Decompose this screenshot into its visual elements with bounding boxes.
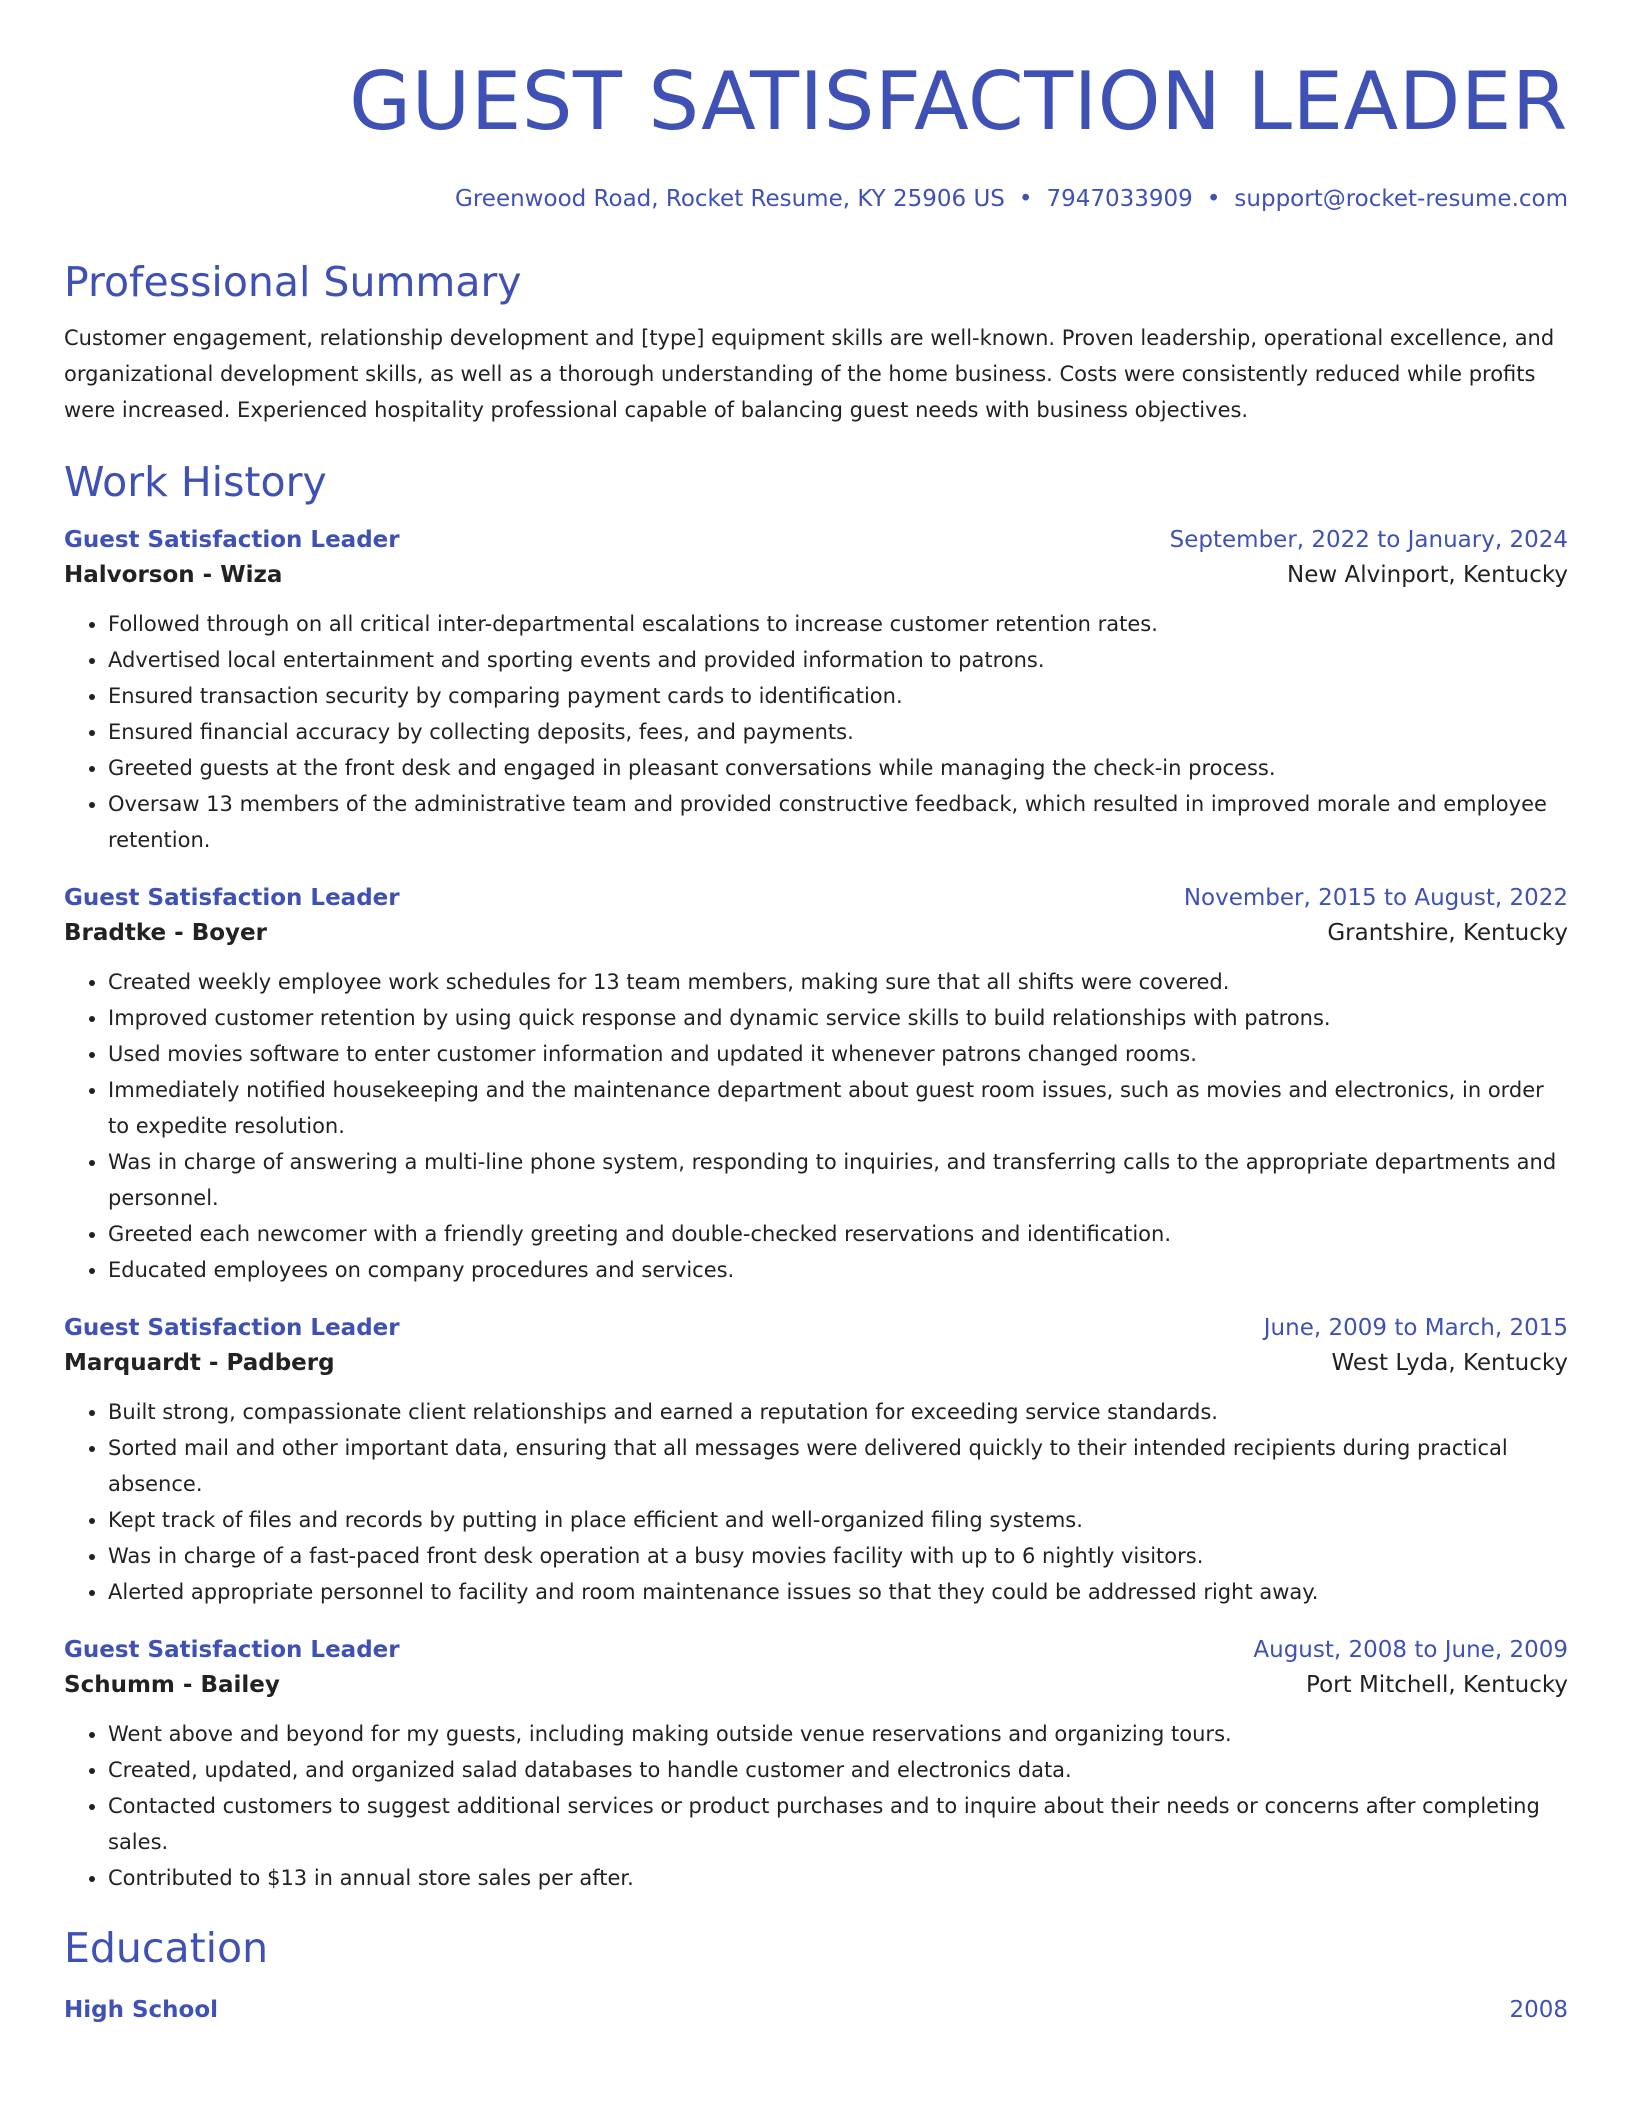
job-role: Guest Satisfaction Leader xyxy=(64,885,400,911)
job-location: New Alvinport, Kentucky xyxy=(1287,562,1568,588)
job-bullet: • Sorted mail and other important data, ensuring that all messages were delivered quickly to their intended recipients during practical absence. xyxy=(108,1430,1568,1502)
job-dates: September, 2022 to January, 2024 xyxy=(1169,527,1568,553)
job-role: Guest Satisfaction Leader xyxy=(64,1637,400,1663)
education-year: 2008 xyxy=(1509,1997,1568,2023)
job-bullets xyxy=(64,1716,1568,1896)
job-bullet: • Created, updated, and organized salad databases to handle customer and electronics data. xyxy=(108,1752,1568,1788)
job-dates: November, 2015 to August, 2022 xyxy=(1183,885,1568,911)
job-bullet: • Built strong, compassionate client relationships and earned a reputation for exceeding service standards. xyxy=(108,1394,1568,1430)
job-location: Port Mitchell, Kentucky xyxy=(1306,1672,1568,1698)
job-bullet: • Oversaw 13 members of the administrative team and provided constructive feedback, which resulted in improved morale and employee retention. xyxy=(108,786,1568,858)
job-role: Guest Satisfaction Leader xyxy=(64,1315,400,1341)
work-history-heading: Work History xyxy=(64,458,327,506)
job-bullet: • Contributed to $13 in annual store sales per after. xyxy=(108,1860,1568,1896)
job-bullet: • Used movies software to enter customer information and updated it whenever patrons changed rooms. xyxy=(108,1036,1568,1072)
job-company: Bradtke - Boyer xyxy=(64,920,267,946)
job-bullet: • Improved customer retention by using quick response and dynamic service skills to build relationships with patrons. xyxy=(108,1000,1568,1036)
education-degree: High School xyxy=(64,1997,219,2023)
job-company: Halvorson - Wiza xyxy=(64,562,283,588)
job-dates: June, 2009 to March, 2015 xyxy=(1263,1315,1568,1341)
job-bullet: • Was in charge of a fast-paced front desk operation at a busy movies facility with up to 6 nightly visitors. xyxy=(108,1538,1568,1574)
job-entry xyxy=(64,1312,1568,1610)
contact-separator: • xyxy=(1206,186,1221,212)
job-dates: August, 2008 to June, 2009 xyxy=(1253,1637,1568,1663)
job-role: Guest Satisfaction Leader xyxy=(64,527,400,553)
job-bullets xyxy=(64,964,1568,1288)
job-bullet: • Followed through on all critical inter-departmental escalations to increase customer retention rates. xyxy=(108,606,1568,642)
job-bullet: • Went above and beyond for my guests, including making outside venue reservations and organizing tours. xyxy=(108,1716,1568,1752)
job-bullet: • Kept track of files and records by putting in place efficient and well-organized filing systems. xyxy=(108,1502,1568,1538)
contact-phone: 7947033909 xyxy=(1046,186,1193,212)
job-bullet: • Greeted each newcomer with a friendly greeting and double-checked reservations and identification. xyxy=(108,1216,1568,1252)
contact-email: support@rocket-resume.com xyxy=(1234,186,1568,212)
summary-text: Customer engagement, relationship development and [type] equipment skills are well-known. Proven leadership, operational excellence, and organizational development skills, as well as a thorough understanding of the home business. Costs were consistently reduced while profits were increased. Experienced hospitality professional capable of balancing guest needs with business objectives. xyxy=(64,326,1555,422)
job-bullets xyxy=(64,1394,1568,1610)
education-heading: Education xyxy=(64,1924,269,1972)
education-entry xyxy=(64,1994,1568,2026)
resume-name: GUEST SATISFACTION LEADER xyxy=(349,55,1568,148)
job-bullet: • Ensured transaction security by comparing payment cards to identification. xyxy=(108,678,1568,714)
job-location: West Lyda, Kentucky xyxy=(1331,1350,1568,1376)
job-bullet: • Greeted guests at the front desk and engaged in pleasant conversations while managing the check-in process. xyxy=(108,750,1568,786)
job-bullet: • Immediately notified housekeeping and the maintenance department about guest room issues, such as movies and electronics, in order to expedite resolution. xyxy=(108,1072,1568,1144)
job-entry xyxy=(64,882,1568,1288)
contact-separator: • xyxy=(1018,186,1033,212)
summary-heading: Professional Summary xyxy=(64,258,522,306)
job-company: Schumm - Bailey xyxy=(64,1672,280,1698)
job-bullet: • Was in charge of answering a multi-line phone system, responding to inquiries, and transferring calls to the appropriate departments and personnel. xyxy=(108,1144,1568,1216)
job-bullet: • Contacted customers to suggest additional services or product purchases and to inquire about their needs or concerns after completing sales. xyxy=(108,1788,1568,1860)
job-entry xyxy=(64,524,1568,858)
job-bullet: • Advertised local entertainment and sporting events and provided information to patrons. xyxy=(108,642,1568,678)
job-bullet: • Created weekly employee work schedules for 13 team members, making sure that all shifts were covered. xyxy=(108,964,1568,1000)
job-location: Grantshire, Kentucky xyxy=(1327,920,1568,946)
contact-line xyxy=(64,184,1568,214)
job-entry xyxy=(64,1634,1568,1896)
job-bullet: • Educated employees on company procedures and services. xyxy=(108,1252,1568,1288)
job-company: Marquardt - Padberg xyxy=(64,1350,335,1376)
contact-address: Greenwood Road, Rocket Resume, KY 25906 US xyxy=(455,186,1005,212)
job-bullet: • Ensured financial accuracy by collecting deposits, fees, and payments. xyxy=(108,714,1568,750)
job-bullet: • Alerted appropriate personnel to facility and room maintenance issues so that they could be addressed right away. xyxy=(108,1574,1568,1610)
job-bullets xyxy=(64,606,1568,858)
